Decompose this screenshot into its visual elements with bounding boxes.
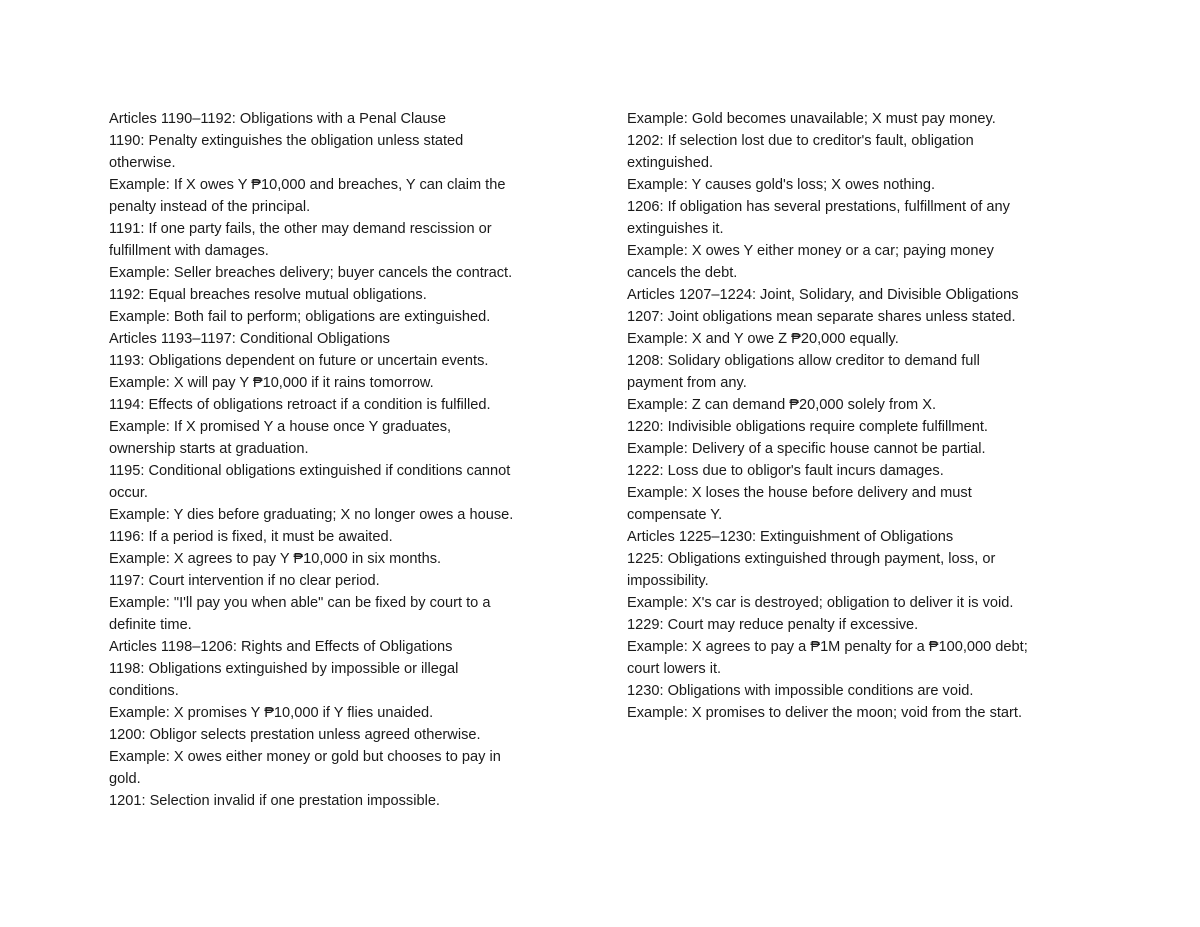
right-column [627, 108, 1102, 724]
text-line: Articles 1193–1197: Conditional Obligations [109, 331, 390, 347]
text-line: occur. [109, 485, 148, 501]
text-line: Example: X agrees to pay a ₱1M penalty for a ₱100,000 debt; [627, 639, 1028, 655]
text-line: 1202: If selection lost due to creditor's fault, obligation [627, 133, 974, 149]
text-line: Example: Both fail to perform; obligations are extinguished. [109, 309, 491, 325]
text-line: Example: X promises to deliver the moon; void from the start. [627, 705, 1023, 721]
text-line: 1190: Penalty extinguishes the obligation unless stated [109, 133, 464, 149]
text-line: 1225: Obligations extinguished through payment, loss, or [627, 551, 996, 567]
text-line: Example: Y causes gold's loss; X owes nothing. [627, 177, 936, 193]
text-line: 1194: Effects of obligations retroact if a condition is fulfilled. [109, 397, 491, 413]
text-line: Articles 1225–1230: Extinguishment of Obligations [627, 529, 954, 545]
text-line: 1198: Obligations extinguished by impossible or illegal [109, 661, 459, 677]
text-line: Example: X and Y owe Z ₱20,000 equally. [627, 331, 899, 347]
text-line: 1207: Joint obligations mean separate shares unless stated. [627, 309, 1016, 325]
text-line: 1220: Indivisible obligations require complete fulfillment. [627, 419, 988, 435]
text-line: Example: X will pay Y ₱10,000 if it rains tomorrow. [109, 375, 434, 391]
text-line: impossibility. [627, 573, 709, 589]
text-line: Example: X promises Y ₱10,000 if Y flies unaided. [109, 705, 434, 721]
text-line: Example: Seller breaches delivery; buyer cancels the contract. [109, 265, 513, 281]
text-line: extinguishes it. [627, 221, 724, 237]
text-line: 1195: Conditional obligations extinguished if conditions cannot [109, 463, 511, 479]
text-line: Articles 1198–1206: Rights and Effects of Obligations [109, 639, 453, 655]
text-line: otherwise. [109, 155, 176, 171]
left-column [109, 108, 584, 812]
text-line: Example: Z can demand ₱20,000 solely from X. [627, 397, 937, 413]
text-line: 1197: Court intervention if no clear period. [109, 573, 380, 589]
text-line: ownership starts at graduation. [109, 441, 309, 457]
text-line: 1193: Obligations dependent on future or uncertain events. [109, 353, 489, 369]
text-line: 1208: Solidary obligations allow creditor to demand full [627, 353, 980, 369]
text-line: 1230: Obligations with impossible conditions are void. [627, 683, 974, 699]
text-line: Example: Y dies before graduating; X no longer owes a house. [109, 507, 514, 523]
text-line: penalty instead of the principal. [109, 199, 311, 215]
text-line: Example: If X owes Y ₱10,000 and breaches, Y can claim the [109, 177, 506, 193]
text-line: Example: "I'll pay you when able" can be fixed by court to a [109, 595, 491, 611]
text-line: Example: X owes either money or gold but chooses to pay in [109, 749, 501, 765]
text-line: definite time. [109, 617, 192, 633]
text-line: payment from any. [627, 375, 747, 391]
text-line: Example: X owes Y either money or a car; paying money [627, 243, 994, 259]
text-line: Example: X loses the house before delivery and must [627, 485, 972, 501]
text-line: court lowers it. [627, 661, 722, 677]
text-line: Example: Delivery of a specific house cannot be partial. [627, 441, 986, 457]
text-line: Articles 1190–1192: Obligations with a Penal Clause [109, 111, 446, 127]
text-line: 1229: Court may reduce penalty if excessive. [627, 617, 919, 633]
text-line: Example: X agrees to pay Y ₱10,000 in six months. [109, 551, 442, 567]
text-line: 1192: Equal breaches resolve mutual obligations. [109, 287, 427, 303]
text-line: compensate Y. [627, 507, 723, 523]
text-line: 1191: If one party fails, the other may demand rescission or [109, 221, 492, 237]
text-line: Example: If X promised Y a house once Y graduates, [109, 419, 452, 435]
text-line: 1206: If obligation has several prestations, fulfillment of any [627, 199, 1010, 215]
text-line: cancels the debt. [627, 265, 738, 281]
text-line: extinguished. [627, 155, 714, 171]
text-line: conditions. [109, 683, 179, 699]
text-line: fulfillment with damages. [109, 243, 269, 259]
text-line: 1200: Obligor selects prestation unless agreed otherwise. [109, 727, 481, 743]
text-line: 1222: Loss due to obligor's fault incurs damages. [627, 463, 944, 479]
text-line: Example: X's car is destroyed; obligation to deliver it is void. [627, 595, 1014, 611]
text-line: 1201: Selection invalid if one prestation impossible. [109, 793, 440, 809]
text-line: Example: Gold becomes unavailable; X must pay money. [627, 111, 996, 127]
text-line: gold. [109, 771, 141, 787]
text-line: 1196: If a period is fixed, it must be awaited. [109, 529, 393, 545]
text-line: Articles 1207–1224: Joint, Solidary, and Divisible Obligations [627, 287, 1019, 303]
